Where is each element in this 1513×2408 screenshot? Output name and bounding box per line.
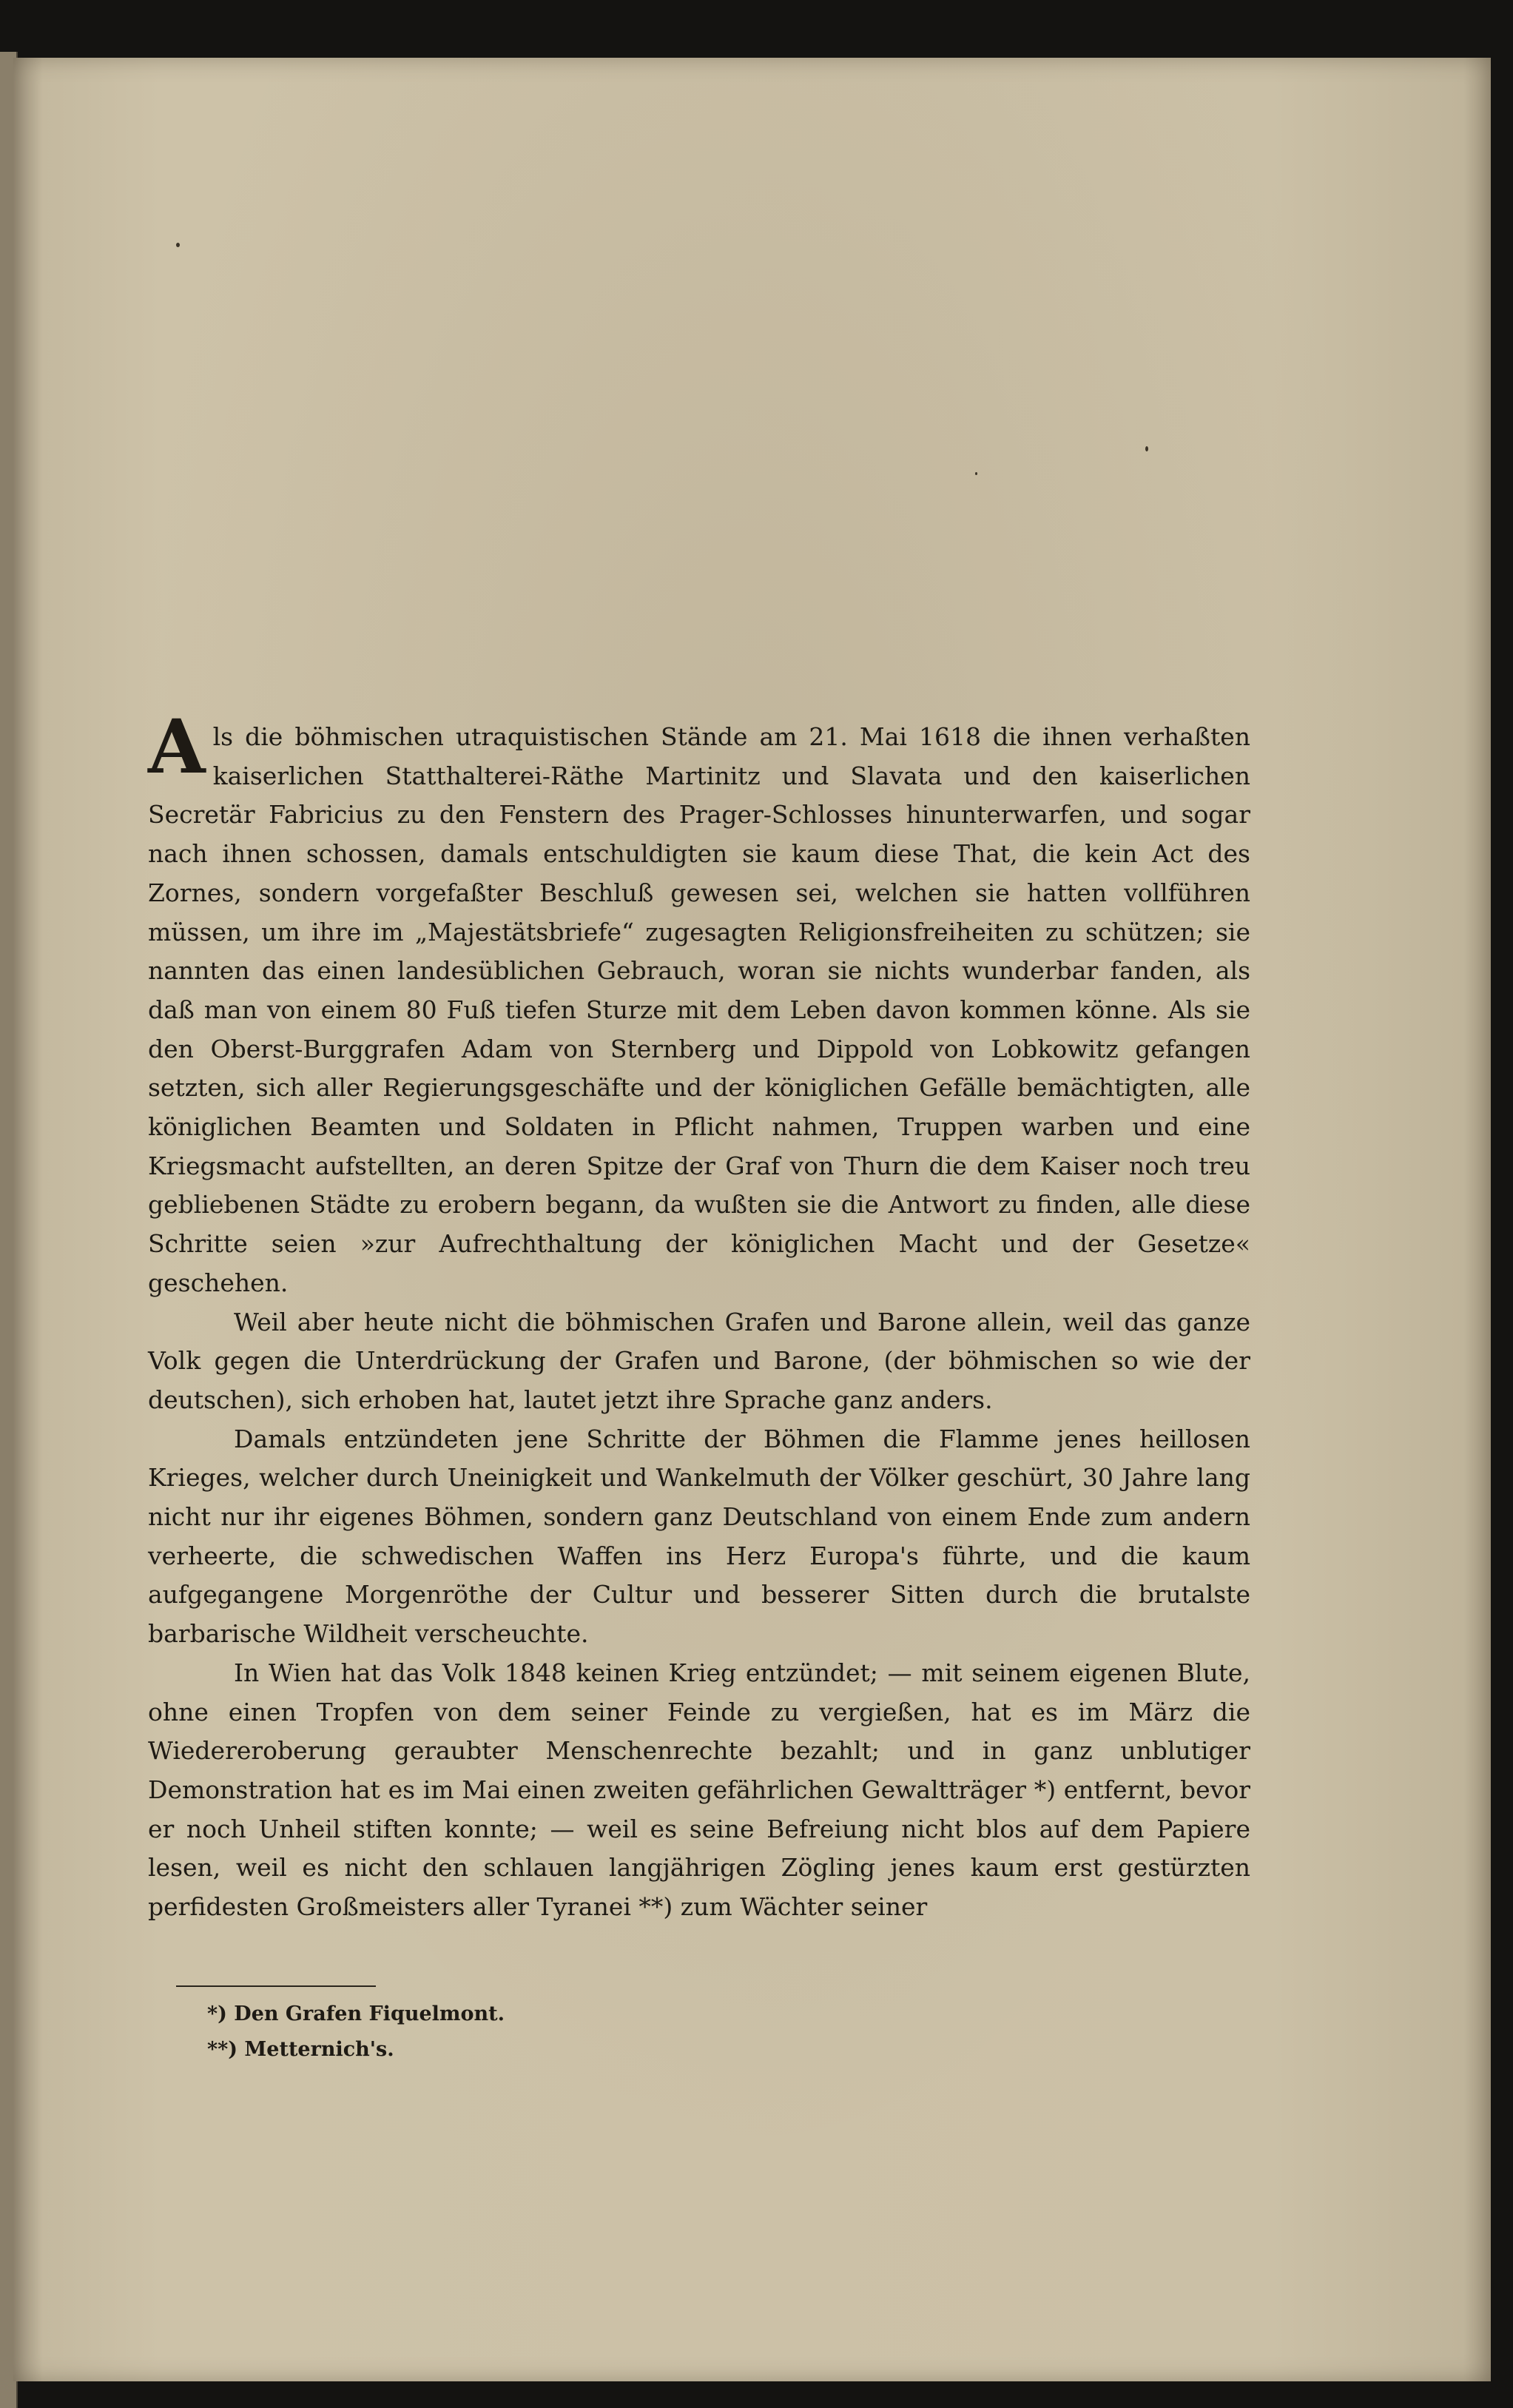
drop-cap: A [148,703,206,790]
paper-speck [975,472,977,475]
footnote-1: *) Den Grafen Fiquelmont. [207,2002,505,2025]
paragraph-4: In Wien hat das Volk 1848 keinen Krieg entzündet; — mit seinem eigenen Blute, ohne einen Tropfen von dem seiner Feinde zu vergießen, hat es im März die Wiedereroberung geraubter Menschenrechte bezahlt; und in ganz unblutiger Demonstration hat es im Mai einen zweiten gefährlichen Gewaltträger *) entfernt, bevor er noch Unheil stiften konnte; — weil es seine Befreiung nicht blos auf dem Papiere lesen, weil es nicht den schlauen langjährigen Zögling jenes kaum erst gestürzten perfidesten Großmeisters aller Tyranei **) zum Wächter seiner [148,1658,1250,1922]
paragraph-1 [148,703,1250,1303]
paragraph-3: Damals entzündeten jene Schritte der Böhmen die Flamme jenes heillosen Krieges, welcher durch Uneinigkeit und Wankelmuth der Völker geschürt, 30 Jahre lang nicht nur ihr eigenes Böhmen, sondern ganz Deutschland von einem Ende zum andern verheerte, die schwedischen Waffen ins Herz Europa's führte, und die kaum aufgegangene Morgenröthe der Cultur und besserer Sitten durch die brutalste barbarische Wildheit verscheuchte. [148,1424,1250,1649]
body-text [148,703,1250,1927]
footnotes [207,1997,505,2068]
paragraph-1-text: ls die böhmischen utraquistischen Stände am 21. Mai 1618 die ihnen verhaßten kaiserlichen Statthalterei-Räthe Martinitz und Slavata und den kaiserlichen Secretär Fabricius zu den Fenstern des Prager-Schlosses hinunterwarfen, und sogar nach ihnen schossen, damals entschuldigten sie kaum diese That, die kein Act des Zornes, sondern vorgefaßter Beschluß gewesen sei, welchen sie hatten vollführen müssen, um ihre im „Majestätsbriefe“ zugesagten Religionsfreiheiten zu schützen; sie nannten das einen landesüblichen Gebrauch, woran sie nichts wunderbar fanden, als daß man von einem 80 Fuß tiefen Sturze mit dem Leben davon kommen könne. Als sie den Oberst-Burggrafen Adam von Sternberg und Dippold von Lobkowitz gefangen setzten, sich aller Regierungsgeschäfte und der königlichen Gefälle bemächtigten, alle königlichen Beamten und Soldaten in Pflicht nahmen, Truppen warben und eine Kriegsmacht aufstellten, an deren Spitze der Graf von Thurn die dem Kaiser noch treu gebliebenen Städte zu erobern begann, da wußten sie die Antwort zu finden, alle diese Schritte seien »zur Aufrechthaltung der königlichen Macht und der Gesetze« geschehen. [148,722,1250,1297]
paper-speck [176,243,180,247]
footnote-2: **) Metternich's. [207,2038,394,2061]
paragraph-2: Weil aber heute nicht die böhmischen Grafen und Barone allein, weil das ganze Volk gegen die Unterdrückung der Grafen und Barone, (der böhmischen so wie der deutschen), sich erhoben hat, lautet jetzt ihre Sprache ganz anders. [148,1307,1250,1414]
footnote-divider [176,1985,376,1987]
paper-speck [1145,446,1148,451]
